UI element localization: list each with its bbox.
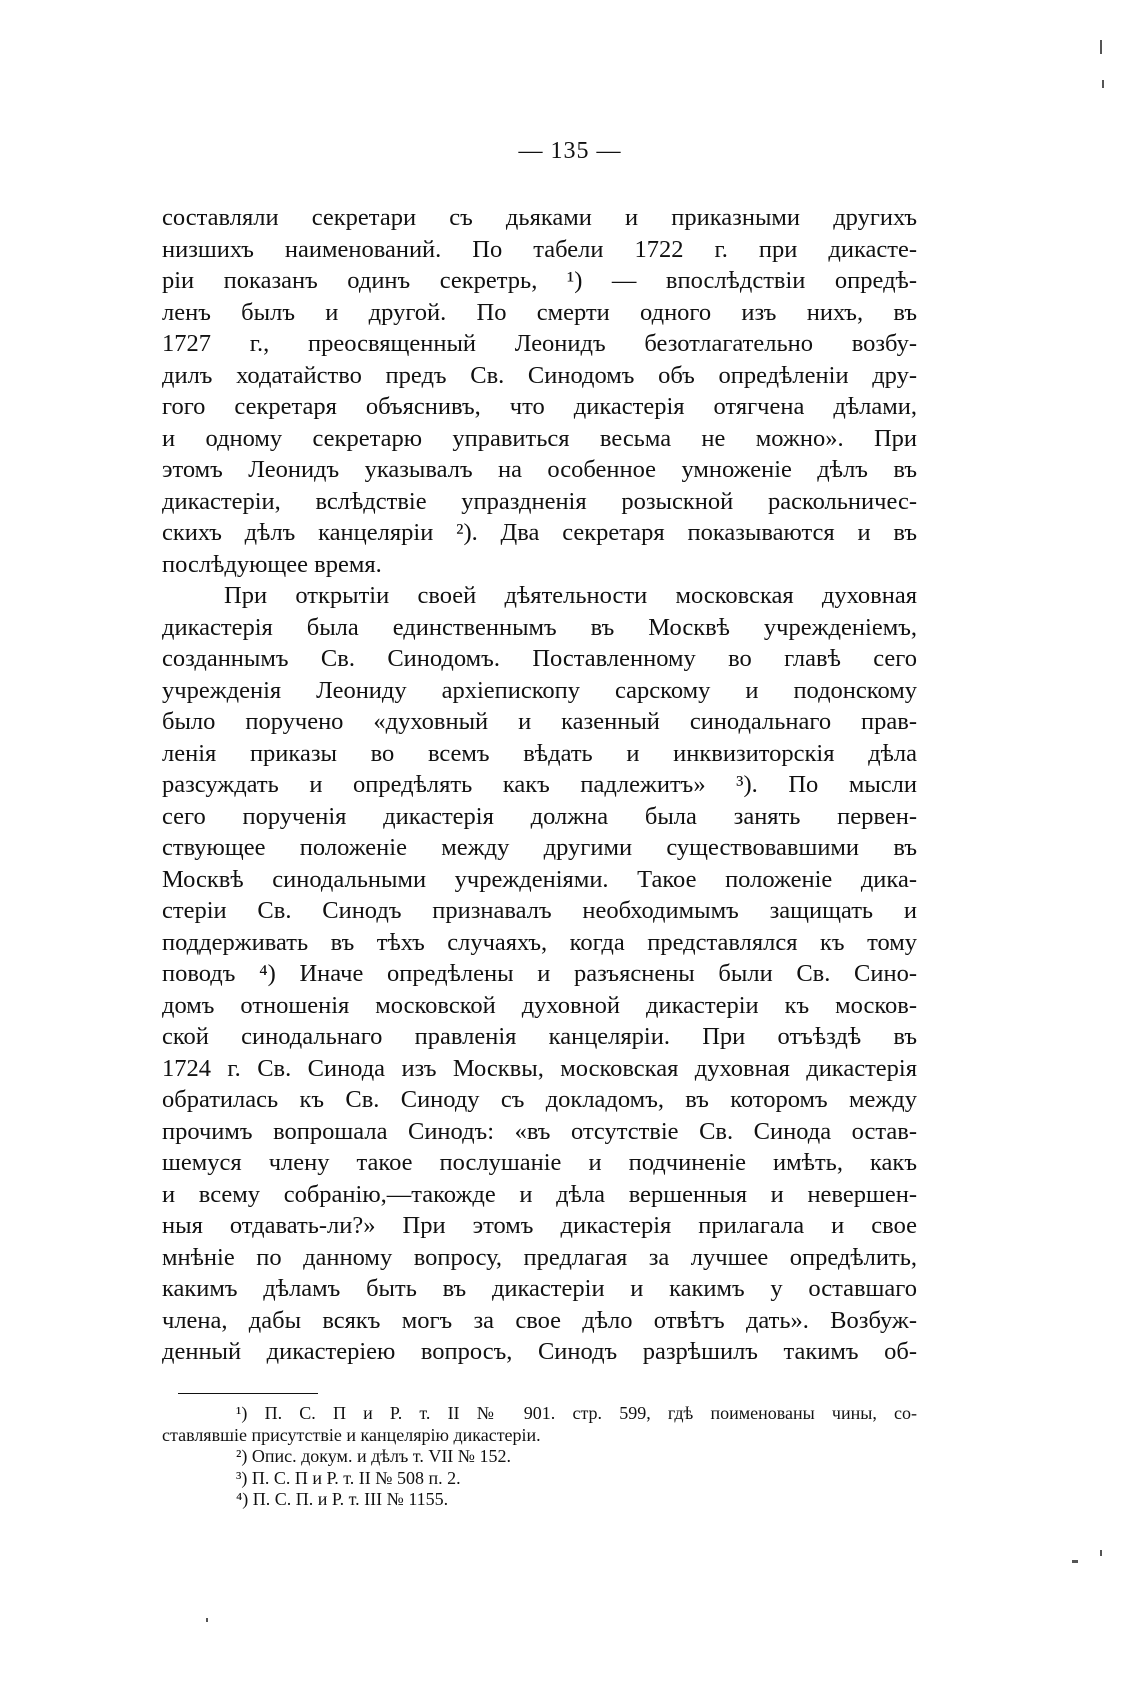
paragraph-start-line: При открытіи своей дѣятельности московская духовная <box>224 582 917 609</box>
scan-speck <box>1102 80 1104 88</box>
text-line: ствующее положеніе между другими существовавшими въ <box>162 834 917 861</box>
text-line: дилъ ходатайство предъ Св. Синодомъ объ опредѣленіи дру- <box>162 361 917 389</box>
text-line: и всему собранію,—такожде и дѣла вершенныя и невершен- <box>162 1180 917 1208</box>
main-text <box>162 202 917 1368</box>
scan-speck <box>1100 40 1102 54</box>
text-line: Москвѣ синодальными учрежденіями. Такое положеніе дика- <box>162 865 917 893</box>
text-line: ріи показанъ одинъ секретрь, ¹) — впослѣдствіи опредѣ- <box>162 267 917 294</box>
scan-speck <box>206 1618 208 1622</box>
text-line: созданнымъ Св. Синодомъ. Поставленному во главѣ сего <box>162 645 917 672</box>
footnote-line: ¹) П. С. П и Р. т. II № 901. стр. 599, гдѣ поименованы чины, со- <box>236 1403 917 1423</box>
text-line: денный дикастеріею вопросъ, Синодъ разрѣшилъ такимъ об- <box>162 1338 917 1365</box>
text-line: гого секретаря объяснивъ, что дикастерія отягчена дѣлами, <box>162 393 917 420</box>
text-line: ской синодальнаго правленія канцеляріи. При отъѣздѣ въ <box>162 1023 917 1050</box>
text-line: 1727 г., преосвященный Леонидъ безотлагательно возбу- <box>162 330 917 357</box>
text-line: было поручено «духовный и казенный синодальнаго прав- <box>162 708 917 735</box>
text-line: домъ отношенія московской духовной дикастеріи къ москов- <box>162 991 917 1019</box>
footnotes <box>162 1403 917 1511</box>
text-line: скихъ дѣлъ канцеляріи ²). Два секретаря показываются и въ <box>162 519 917 546</box>
text-line: дикастерія была единственнымъ въ Москвѣ учрежденіемъ, <box>162 613 917 641</box>
text-line: стеріи Св. Синодъ признавалъ необходимымъ защищать и <box>162 897 917 924</box>
text-line: члена, дабы всякъ могъ за свое дѣло отвѣтъ дать». Возбуж- <box>162 1306 917 1334</box>
text-line: поводъ ⁴) Иначе опредѣлены и разъяснены были Св. Сино- <box>162 960 917 987</box>
text-line: низшихъ наименований. По табели 1722 г. при дикасте- <box>162 235 917 263</box>
text-line: мнѣніе по данному вопросу, предлагая за лучшее опредѣлить, <box>162 1243 917 1271</box>
footnote-line: ³) П. С. П и Р. т. II № 508 п. 2. <box>236 1467 461 1488</box>
text-line: послѣдующее время. <box>162 550 382 578</box>
text-line: учрежденія Леониду архіепископу сарскому и подонскому <box>162 676 917 704</box>
text-line: и одному секретарю управиться весьма не можно». При <box>162 424 917 452</box>
text-line: поддерживать въ тѣхъ случаяхъ, когда представлялся къ тому <box>162 928 917 956</box>
text-line: дикастеріи, вслѣдствіе упраздненія розыскной раскольничес- <box>162 487 917 515</box>
footnote-line: ²) Опис. докум. и дѣлъ т. VII № 152. <box>236 1446 511 1466</box>
text-line: разсуждать и опредѣлять какъ падлежитъ» ³). По мысли <box>162 771 917 798</box>
scan-speck <box>1100 1550 1102 1556</box>
text-line: сего порученія дикастерія должна была занять первен- <box>162 802 917 830</box>
text-line: ленъ былъ и другой. По смерти одного изъ нихъ, въ <box>162 298 917 326</box>
text-line: прочимъ вопрошала Синодъ: «въ отсутствіе Св. Синода остав- <box>162 1117 917 1145</box>
text-line: этомъ Леонидъ указывалъ на особенное умноженіе дѣлъ въ <box>162 456 917 483</box>
text-line: ныя отдавать-ли?» При этомъ дикастерія прилагала и свое <box>162 1212 917 1239</box>
page-number: — 135 — <box>518 138 622 164</box>
text-line: шемуся члену такое послушаніе и подчиненіе имѣть, какъ <box>162 1149 917 1176</box>
text-line: ленія приказы во всемъ вѣдать и инквизиторскія дѣла <box>162 739 917 767</box>
text-line: 1724 г. Св. Синода изъ Москвы, московская духовная дикастерія <box>162 1054 917 1082</box>
footnote-divider <box>178 1393 318 1394</box>
footnote-line: ⁴) П. С. П. и Р. т. III № 1155. <box>236 1489 449 1509</box>
text-line: обратилась къ Св. Синоду съ докладомъ, въ которомъ между <box>162 1086 917 1113</box>
scan-speck <box>1072 1560 1078 1563</box>
text-line: составляли секретари съ дьяками и приказными другихъ <box>162 204 917 231</box>
text-line: какимъ дѣламъ быть въ дикастеріи и какимъ у оставшаго <box>162 1275 917 1302</box>
footnote-line: ставлявшіе присутствіе и канцелярію дикастеріи. <box>162 1424 541 1445</box>
